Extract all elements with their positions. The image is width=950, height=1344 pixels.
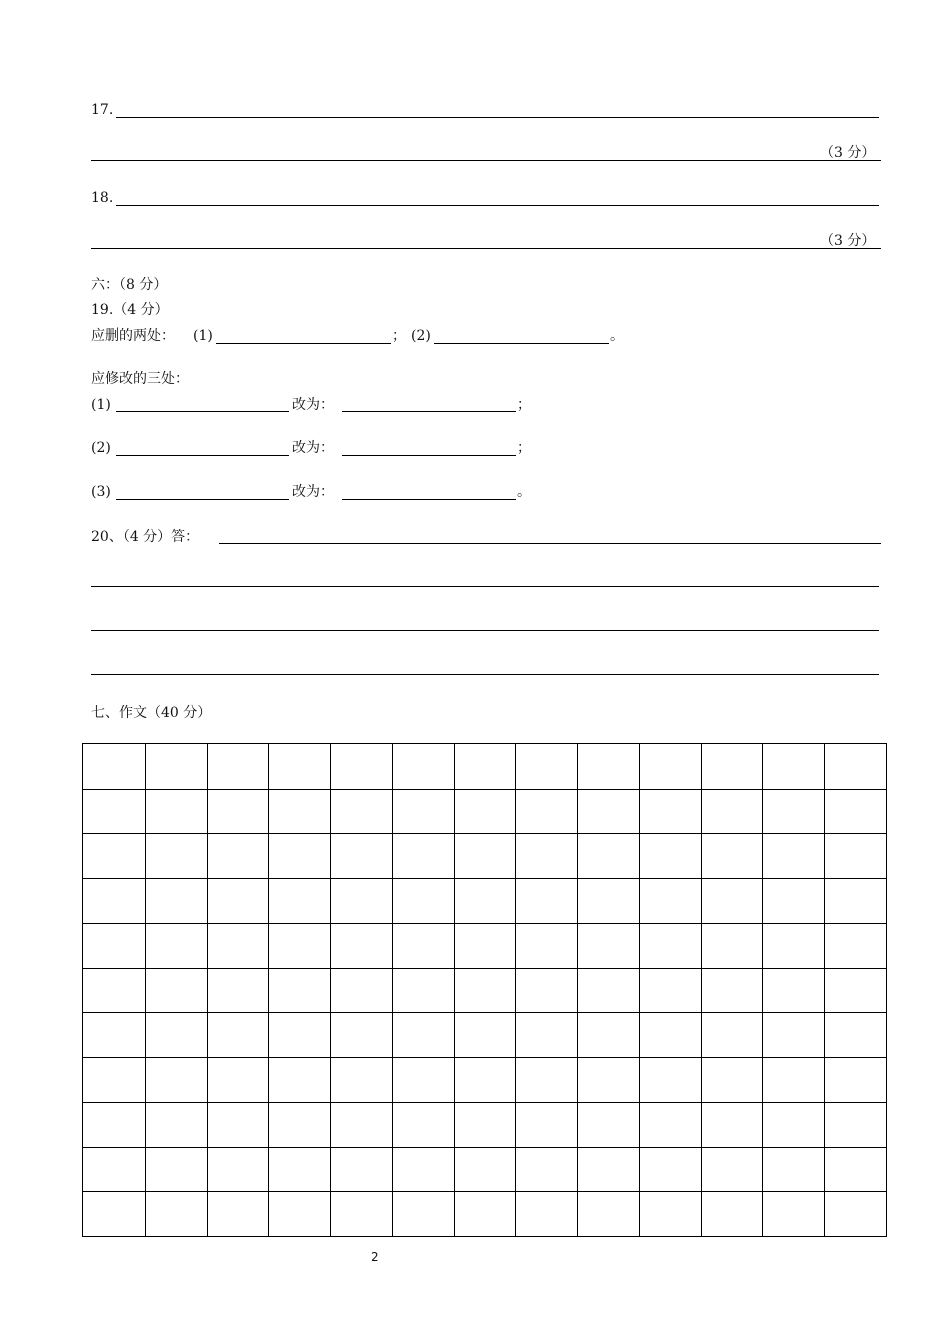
- q18-score: （3 分）: [820, 233, 876, 249]
- grid-row-line: [83, 1147, 886, 1148]
- grid-column-line: [762, 744, 763, 1236]
- section7-title: 七、作文（40 分）: [91, 705, 212, 721]
- grid-column-line: [145, 744, 146, 1236]
- q19-delete-2-num: (2): [411, 328, 431, 344]
- q19-modify-1-num: (1): [91, 397, 111, 413]
- grid-column-line: [268, 744, 269, 1236]
- q19-modify-3-num: (3): [91, 484, 111, 500]
- q17-score: （3 分）: [820, 145, 876, 161]
- grid-row-line: [83, 1012, 886, 1013]
- grid-column-line: [454, 744, 455, 1236]
- q18-answer-line-1[interactable]: [116, 205, 879, 206]
- grid-column-line: [515, 744, 516, 1236]
- q20-answer-line-4[interactable]: [91, 674, 879, 675]
- grid-row-line: [83, 833, 886, 834]
- q20-label: 20、（4 分）答：: [91, 529, 200, 545]
- grid-row-line: [83, 923, 886, 924]
- grid-row-line: [83, 1191, 886, 1192]
- q17-answer-line-1[interactable]: [116, 117, 879, 118]
- grid-row-line: [83, 878, 886, 879]
- q19-modify-3-original-line[interactable]: [116, 499, 289, 500]
- q19-modify-2-change: 改为：: [292, 440, 334, 456]
- page-number: 2: [371, 1250, 379, 1264]
- q17-label: 17.: [91, 102, 114, 118]
- q19-delete-end: 。: [610, 328, 624, 344]
- grid-column-line: [639, 744, 640, 1236]
- q19-delete-prompt: 应删的两处：: [91, 328, 175, 344]
- grid-column-line: [824, 744, 825, 1236]
- grid-row-line: [83, 1102, 886, 1103]
- grid-row-line: [83, 1057, 886, 1058]
- grid-column-line: [330, 744, 331, 1236]
- q18-answer-line-2[interactable]: [91, 248, 881, 249]
- q19-modify-1-change: 改为：: [292, 397, 334, 413]
- q19-modify-2-new-line[interactable]: [342, 455, 516, 456]
- q20-answer-line-2[interactable]: [91, 586, 879, 587]
- q18-label: 18.: [91, 190, 114, 206]
- q19-modify-2-end: ；: [517, 440, 531, 456]
- q19-modify-3-change: 改为：: [292, 484, 334, 500]
- q19-modify-2-original-line[interactable]: [116, 455, 289, 456]
- q19-modify-1-new-line[interactable]: [342, 411, 516, 412]
- q19-label: 19.（4 分）: [91, 302, 169, 318]
- q19-delete-1-line[interactable]: [216, 343, 391, 344]
- section6-title: 六：（8 分）: [91, 277, 168, 293]
- composition-grid[interactable]: [82, 743, 887, 1237]
- grid-column-line: [577, 744, 578, 1236]
- q20-answer-line-1[interactable]: [219, 543, 881, 544]
- q19-modify-3-end: 。: [517, 484, 531, 500]
- grid-column-line: [701, 744, 702, 1236]
- q19-modify-prompt: 应修改的三处：: [91, 371, 189, 387]
- grid-column-line: [392, 744, 393, 1236]
- q17-answer-line-2[interactable]: [91, 160, 881, 161]
- grid-row-line: [83, 968, 886, 969]
- q19-delete-sep: ；: [392, 328, 406, 344]
- q20-answer-line-3[interactable]: [91, 630, 879, 631]
- q19-modify-2-num: (2): [91, 440, 111, 456]
- q19-modify-1-end: ；: [517, 397, 531, 413]
- q19-modify-1-original-line[interactable]: [116, 411, 289, 412]
- q19-delete-1-num: (1): [193, 328, 213, 344]
- grid-column-line: [207, 744, 208, 1236]
- q19-delete-2-line[interactable]: [434, 343, 609, 344]
- q19-modify-3-new-line[interactable]: [342, 499, 516, 500]
- grid-row-line: [83, 789, 886, 790]
